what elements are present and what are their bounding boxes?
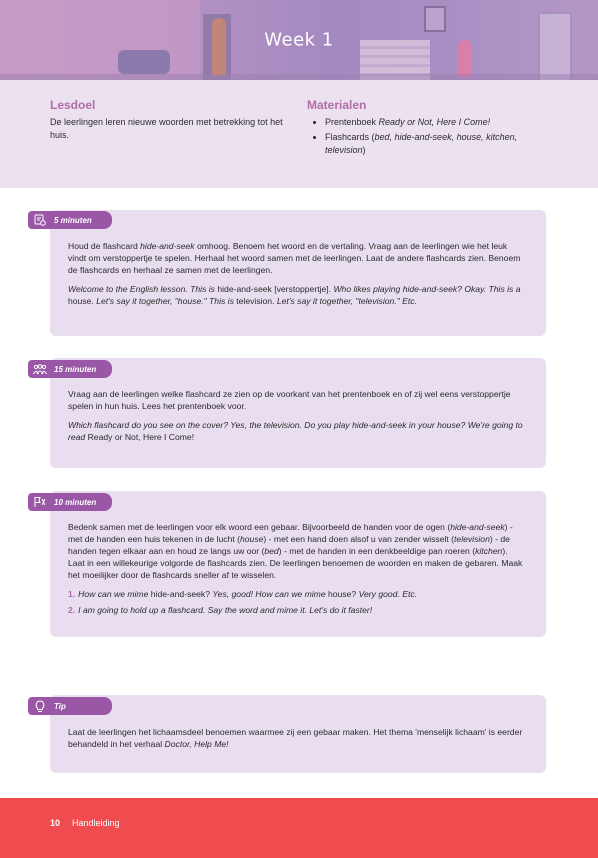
- picture-frame-illustration: [424, 6, 446, 32]
- list-item: 2. I am going to hold up a flashcard. Say the word and mime it. Let's do it faster!: [68, 605, 373, 615]
- footer-label: Handleiding: [72, 818, 120, 828]
- tip-tag: Tip: [28, 697, 112, 715]
- flag-icon: [32, 495, 48, 509]
- materialen-section: [307, 98, 557, 159]
- example-list: [68, 588, 526, 616]
- group-icon: [32, 362, 48, 376]
- time-tag: 10 minuten: [28, 493, 112, 511]
- activity-card: [50, 491, 546, 637]
- example-dialogue: Which flashcard do you see on the cover? Yes, the television. Do you play hide-and-seek in your house? We're going to read Ready or Not, Here I Come!: [68, 420, 523, 442]
- lesdoel-section: [50, 98, 290, 142]
- activity-card: [50, 210, 546, 336]
- footer: [0, 798, 598, 858]
- time-tag: 15 minuten: [28, 360, 112, 378]
- lesdoel-heading: Lesdoel: [50, 98, 96, 112]
- materialen-list: [307, 116, 557, 157]
- instruction-text: Vraag aan de leerlingen welke flashcard ze zien op de voorkant van het prentenboek en of zij wel eens verstoppertje spelen in hun huis. Lees het prentenboek voor.: [68, 389, 511, 411]
- materialen-heading: Materialen: [307, 98, 367, 112]
- page-number: 10: [50, 818, 61, 828]
- instruction-text: Houd de flashcard hide-and-seek omhoog. Benoem het woord en de vertaling. Vraag aan de leerlingen wie het leuk vindt om verstoppertje te spelen. Herhaal het woord samen met de leerlingen. Laat de andere flashcards zien. Benoem de flashcards en herhaal ze samen met de leerlingen.: [68, 241, 521, 275]
- intro-panel: [0, 80, 598, 188]
- activity-card: [50, 358, 546, 468]
- list-item: 1. How can we mime hide-and-seek? Yes, good! How can we mime house? Very good. Etc.: [68, 589, 418, 599]
- sofa-illustration: [118, 50, 170, 74]
- page-title: Week 1: [264, 29, 334, 51]
- lesdoel-text: De leerlingen leren nieuwe woorden met betrekking tot het huis.: [50, 117, 283, 140]
- tip-card: [50, 695, 546, 773]
- header-illustration: [0, 0, 598, 80]
- materialen-item: • Prentenboek Ready or Not, Here I Come!: [325, 116, 557, 129]
- lightbulb-icon: [32, 699, 48, 713]
- time-tag: 5 minuten: [28, 211, 112, 229]
- materialen-item: • Flashcards (bed, hide-and-seek, house, kitchen, television): [325, 131, 557, 157]
- tip-text: Laat de leerlingen het lichaamsdeel benoemen waarmee zij een gebaar maken. Het thema 'menselijk lichaam' is eerder behandeld in het verhaal Doctor, Help Me!: [68, 727, 523, 749]
- instruction-text: Bedenk samen met de leerlingen voor elk woord een gebaar. Bijvoorbeeld de handen voor de ogen (hide-and-seek) - met de handen een huis tekenen in de lucht (house) - met een hand doen alsof u van zender wisselt (television) - de handen tegen elkaar aan en houd ze langs uw oor (bed) - met de handen in een denkbeeldige pan roeren (kitchen). Laat in een willekeurige volgorde de flashcards zien. De leerlingen benoemen de woorden en maken de gebaren. Maak het moeilijker door de flashcards sneller af te wisselen.: [68, 522, 523, 580]
- example-dialogue: Welcome to the English lesson. This is hide-and-seek [verstoppertje]. Who likes playing hide-and-seek? Okay. This is a house. Let's say it together, "house." This is television. Let's say it together, "television." Etc.: [68, 284, 521, 306]
- flashcard-icon: [32, 213, 48, 227]
